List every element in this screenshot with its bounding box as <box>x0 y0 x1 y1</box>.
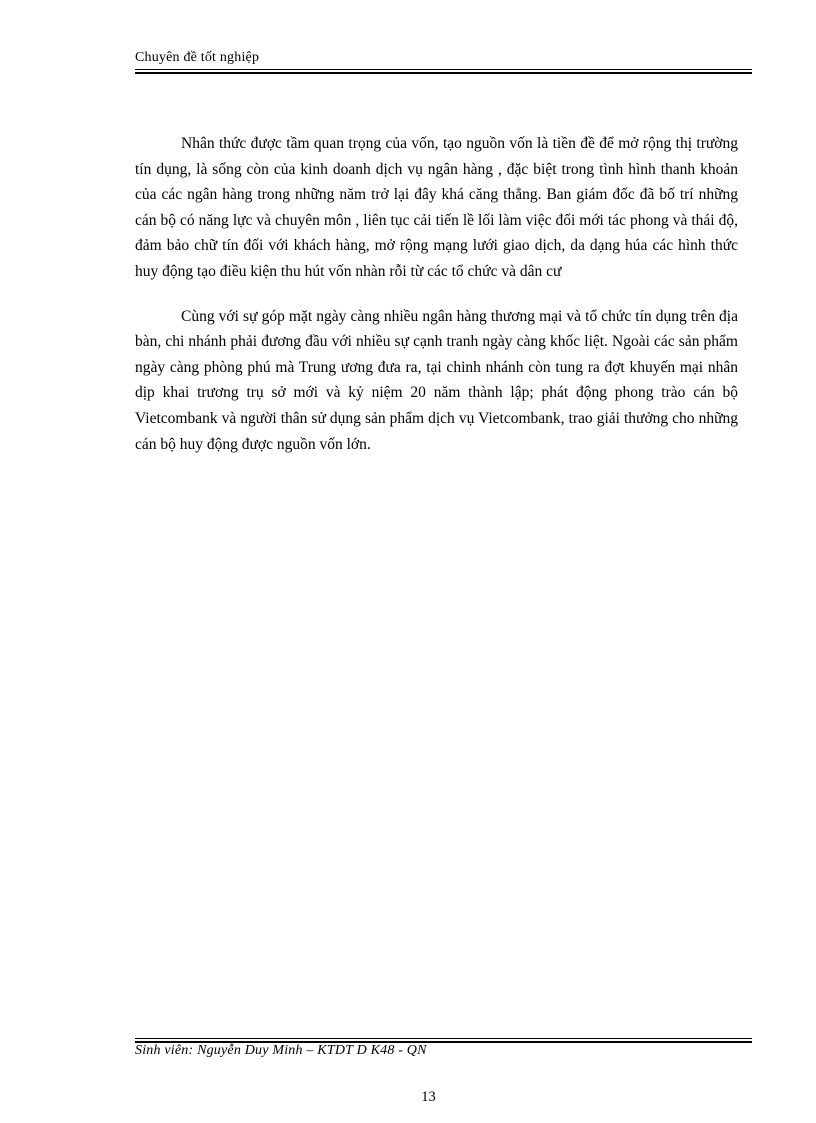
header-rule <box>135 69 752 70</box>
paragraph-1: Nhân thức được tầm quan trọng của vốn, tạo nguồn vốn là tiền đề để mở rộng thị trường tín dụng, là sống còn của kinh doanh dịch vụ ngân hàng , đặc biệt trong tình hình thanh khoản của các ngân hàng trong những năm trở lại đây khá căng thẳng. Ban giám đốc đã bố trí những cán bộ có năng lực và chuyên môn , liên tục cải tiến lề lối làm việc đổi mới tác phong và thái độ, đảm bảo chữ tín đối với khách hàng, mở rộng mạng lưới giao dịch, da dạng húa các hình thức huy động tạo điều kiện thu hút vốn nhàn rỗi từ các tổ chức và dân cư <box>135 135 738 280</box>
footer-student-info: Sinh viên: Nguyễn Duy Minh – KTDT D K48 - QN <box>135 1043 427 1058</box>
main-body <box>135 131 738 476</box>
paragraph-2: Cùng với sự góp mặt ngày càng nhiều ngân hàng thương mại và tổ chức tín dụng trên địa bàn, chi nhánh phải đương đầu với nhiều sự cạnh tranh ngày càng khốc liệt. Ngoài các sản phẩm ngày càng phòng phú mà Trung ương đưa ra, tại chinh nhánh còn tung ra đợt khuyến mại nhân dịp khai trương trụ sở mới và kỷ niệm 20 năm thành lập; phát động phong trào cán bộ Vietcombank và người thân sử dụng sản phẩm dịch vụ Vietcombank, trao giải thưởng cho những cán bộ huy động được nguồn vốn lớn. <box>135 307 738 453</box>
header-title: Chuyên đề tốt nghiệp <box>135 50 260 65</box>
footer-rule <box>135 1038 752 1039</box>
page-number: 13 <box>421 1089 436 1105</box>
